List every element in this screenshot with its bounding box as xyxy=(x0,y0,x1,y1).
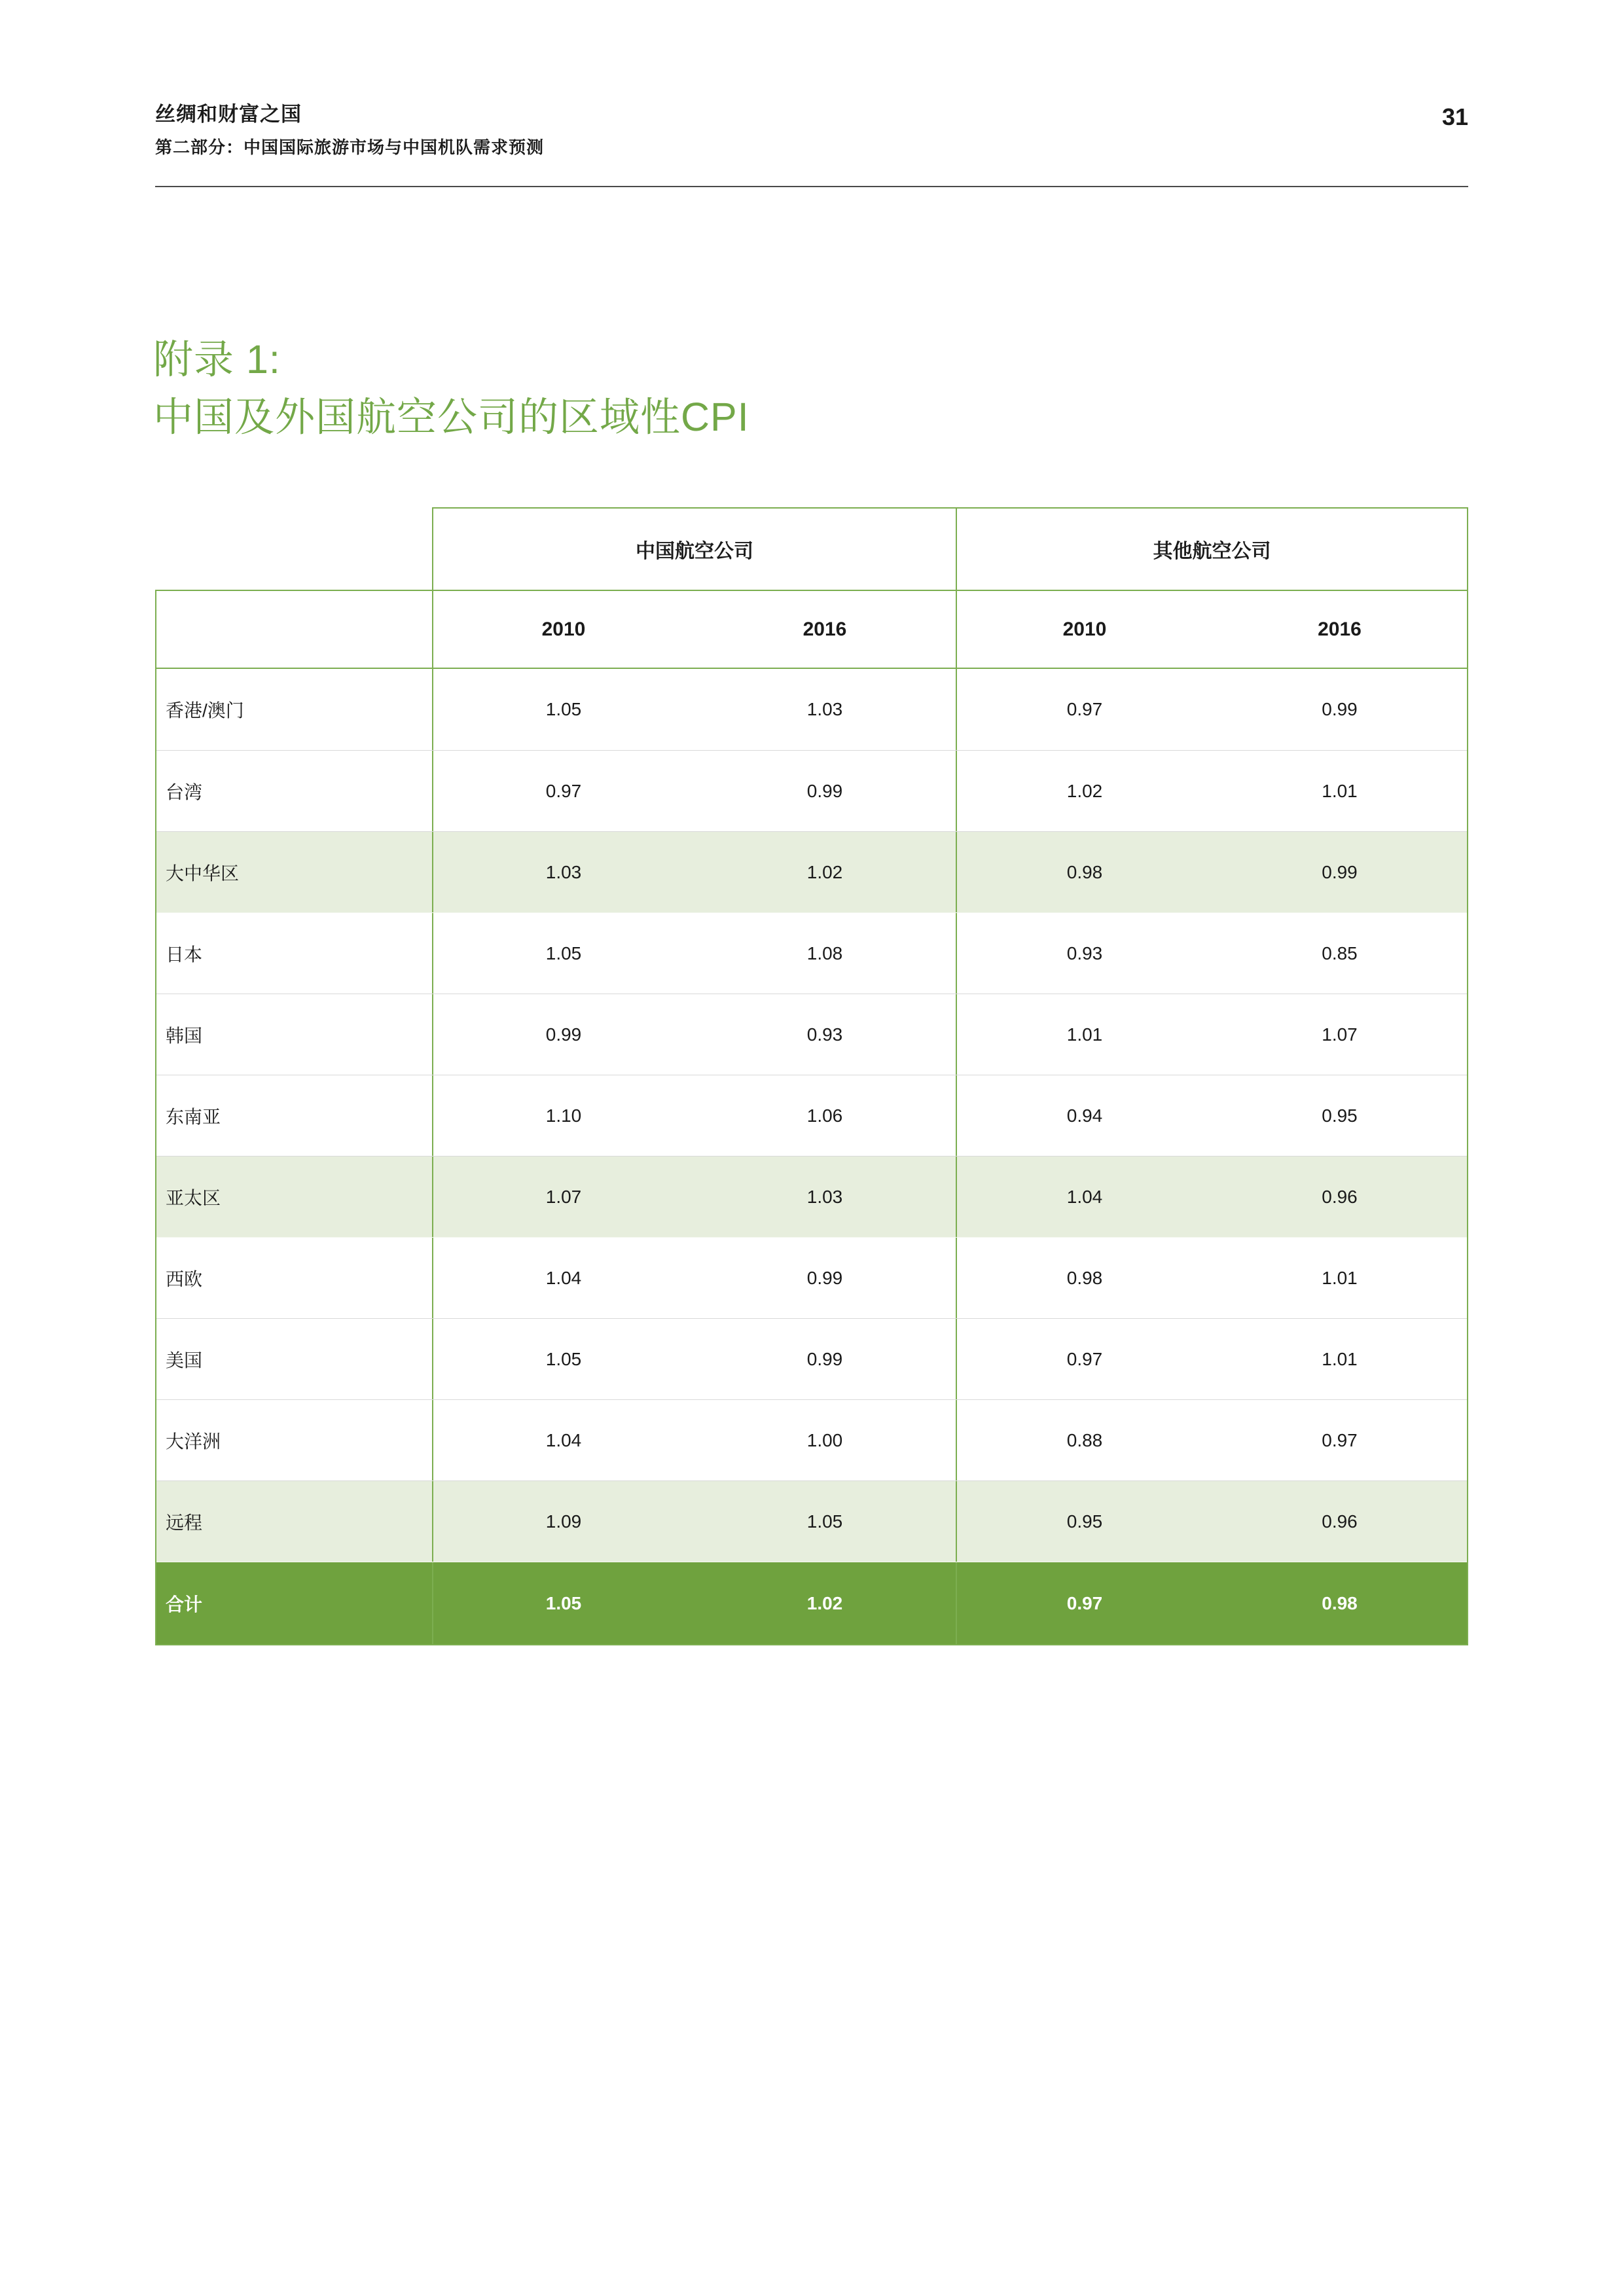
year-header: 2010 xyxy=(432,591,694,668)
value-cell: 1.04 xyxy=(956,1157,1212,1237)
value-cell: 1.03 xyxy=(432,832,694,912)
value-cell: 1.07 xyxy=(432,1157,694,1237)
region-label: 西欧 xyxy=(166,1268,203,1289)
value-cell: 1.02 xyxy=(806,861,843,882)
value-cell: 1.09 xyxy=(432,1481,694,1562)
value-cell: 1.01 xyxy=(956,994,1212,1075)
value-cell: 1.06 xyxy=(806,1105,843,1126)
value-cell: 1.05 xyxy=(432,669,694,750)
value-cell: 1.05 xyxy=(806,1511,843,1532)
value-cell: 0.88 xyxy=(956,1400,1212,1480)
region-label: 大洋洲 xyxy=(166,1431,221,1452)
appendix-title-line2: 中国及外国航空公司的区域性CPI xyxy=(153,395,749,439)
value-cell: 0.99 xyxy=(806,780,843,801)
region-label: 亚太区 xyxy=(166,1187,221,1208)
appendix-title xyxy=(153,331,749,446)
value-cell: 0.97 xyxy=(956,669,1212,750)
region-label: 香港/澳门 xyxy=(166,700,244,721)
value-cell: 1.01 xyxy=(1322,1267,1358,1288)
value-cell: 1.01 xyxy=(1322,1348,1358,1369)
table-row-asia-pacific xyxy=(156,1156,1467,1237)
table-row-total xyxy=(156,1562,1467,1644)
year-header: 2016 xyxy=(1318,618,1362,640)
value-cell: 0.97 xyxy=(1322,1429,1358,1450)
value-cell: 0.98 xyxy=(1322,1592,1358,1613)
value-cell: 0.97 xyxy=(956,1319,1212,1399)
value-cell: 0.99 xyxy=(806,1348,843,1369)
region-label: 东南亚 xyxy=(166,1106,221,1127)
report-subtitle: 第二部分：中国国际旅游市场与中国机队需求预测 xyxy=(155,137,545,157)
table-row-japan xyxy=(156,912,1467,994)
value-cell: 0.98 xyxy=(956,832,1212,912)
value-cell: 1.08 xyxy=(806,942,843,963)
value-cell: 0.99 xyxy=(1322,861,1358,882)
table-year-header-row xyxy=(156,591,1467,669)
value-cell: 1.01 xyxy=(1322,780,1358,801)
value-cell: 1.00 xyxy=(806,1429,843,1450)
region-label: 合计 xyxy=(166,1594,203,1615)
value-cell: 1.05 xyxy=(432,1562,694,1644)
table-group-header-row xyxy=(155,507,1468,590)
table-row-southeast-asia xyxy=(156,1075,1467,1156)
year-header: 2010 xyxy=(956,591,1212,668)
region-label: 美国 xyxy=(166,1350,203,1371)
table-row-taiwan xyxy=(156,750,1467,831)
group-header-spacer xyxy=(155,507,432,590)
value-cell: 1.04 xyxy=(432,1238,694,1318)
value-cell: 1.05 xyxy=(432,913,694,994)
table-row-greater-china xyxy=(156,831,1467,912)
group-header-chinese-airlines: 中国航空公司 xyxy=(432,507,956,590)
value-cell: 1.03 xyxy=(806,699,843,719)
appendix-title-line1: 附录 1: xyxy=(153,337,281,382)
value-cell: 1.04 xyxy=(432,1400,694,1480)
table-body xyxy=(155,590,1468,1645)
value-cell: 0.94 xyxy=(956,1075,1212,1156)
table-row-oceania xyxy=(156,1399,1467,1480)
value-cell: 1.10 xyxy=(432,1075,694,1156)
value-cell: 0.93 xyxy=(956,913,1212,994)
table-row-hongkong-macau xyxy=(156,669,1467,750)
value-cell: 0.96 xyxy=(1322,1186,1358,1207)
value-cell: 1.05 xyxy=(432,1319,694,1399)
region-label: 大中华区 xyxy=(166,863,240,884)
value-cell: 0.99 xyxy=(1322,699,1358,719)
group-header-other-airlines: 其他航空公司 xyxy=(956,507,1468,590)
region-label: 台湾 xyxy=(166,781,203,802)
value-cell: 1.02 xyxy=(806,1592,843,1613)
value-cell: 0.95 xyxy=(956,1481,1212,1562)
value-cell: 0.97 xyxy=(956,1562,1212,1644)
table-row-usa xyxy=(156,1318,1467,1399)
table-row-korea xyxy=(156,994,1467,1075)
page-number: 31 xyxy=(1441,103,1468,130)
header-rule xyxy=(155,186,1468,187)
value-cell: 1.07 xyxy=(1322,1024,1358,1045)
year-header-spacer xyxy=(156,591,432,668)
value-cell: 0.97 xyxy=(432,751,694,831)
cpi-table xyxy=(155,507,1468,1645)
region-label: 日本 xyxy=(166,944,203,965)
value-cell: 0.95 xyxy=(1322,1105,1358,1126)
region-label: 远程 xyxy=(166,1512,203,1533)
value-cell: 0.93 xyxy=(806,1024,843,1045)
value-cell: 0.99 xyxy=(806,1267,843,1288)
value-cell: 1.03 xyxy=(806,1186,843,1207)
table-row-long-haul xyxy=(156,1480,1467,1562)
value-cell: 0.96 xyxy=(1322,1511,1358,1532)
year-header: 2016 xyxy=(803,618,847,640)
value-cell: 0.99 xyxy=(432,994,694,1075)
value-cell: 0.98 xyxy=(956,1238,1212,1318)
region-label: 韩国 xyxy=(166,1025,203,1046)
table-row-western-europe xyxy=(156,1237,1467,1318)
value-cell: 0.85 xyxy=(1322,942,1358,963)
value-cell: 1.02 xyxy=(956,751,1212,831)
running-header xyxy=(155,101,1468,159)
report-title: 丝绸和财富之国 xyxy=(155,103,302,126)
